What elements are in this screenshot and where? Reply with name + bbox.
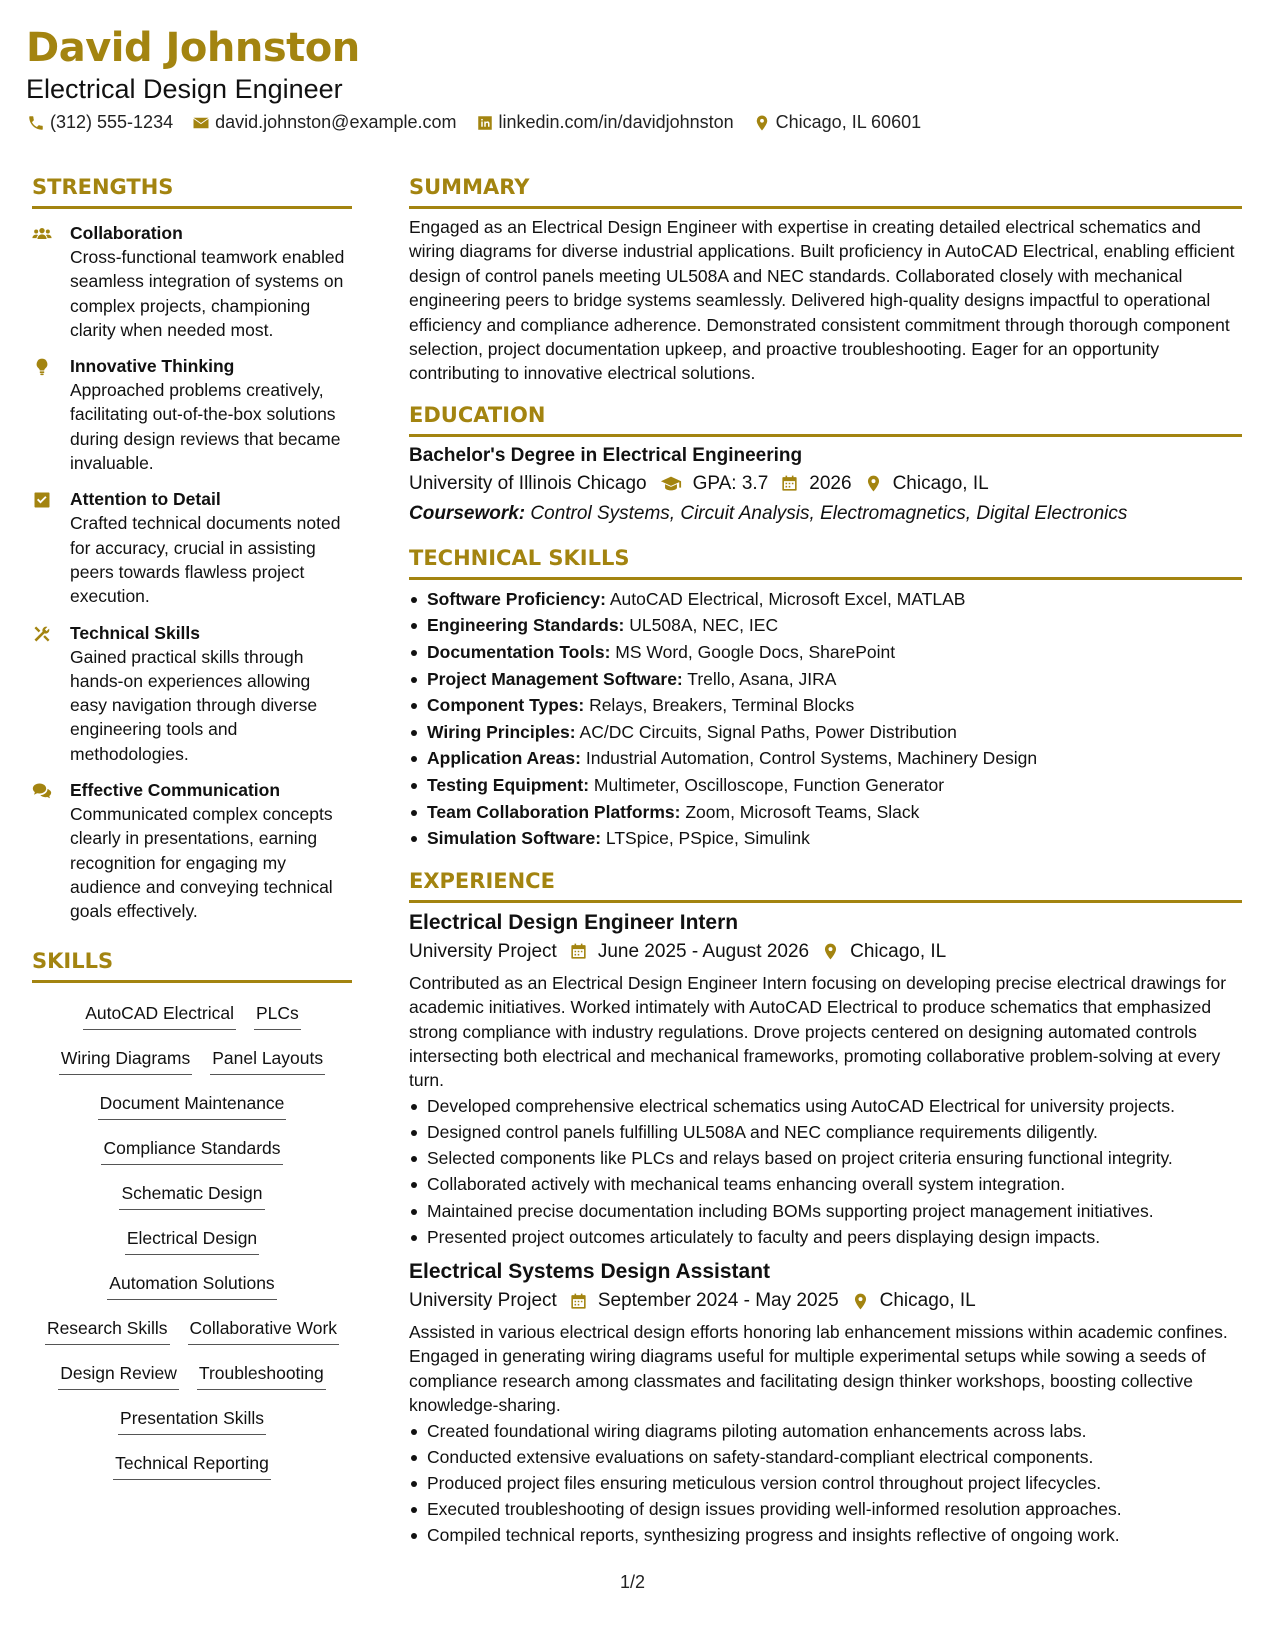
education-heading: EDUCATION xyxy=(409,400,1242,437)
skill-label: Documentation Tools: xyxy=(427,642,611,663)
skills-tag-list xyxy=(32,983,352,1496)
skill-value: Multimeter, Oscilloscope, Function Generator xyxy=(593,775,945,795)
job-meta xyxy=(409,1286,1242,1316)
experience-heading: EXPERIENCE xyxy=(409,866,1242,903)
list-item xyxy=(409,799,1242,826)
skill-tag: Electrical Design xyxy=(125,1226,259,1255)
calendar-icon xyxy=(780,474,799,493)
graduation-year: 2026 xyxy=(809,472,852,494)
skill-label: Component Types: xyxy=(427,695,585,716)
skill-tag: Automation Solutions xyxy=(107,1271,276,1300)
skill-label: Testing Equipment: xyxy=(427,775,590,795)
skill-value: UL508A, NEC, IEC xyxy=(629,615,779,636)
skill-tag: Compliance Standards xyxy=(101,1136,282,1165)
contact-row xyxy=(26,112,1246,133)
job-meta xyxy=(409,937,1242,967)
linkedin-text: linkedin.com/in/davidjohnston xyxy=(498,112,734,132)
skill-tag: Document Maintenance xyxy=(98,1091,287,1120)
skill-value: Relays, Breakers, Terminal Blocks xyxy=(589,695,855,716)
list-item xyxy=(409,612,1242,639)
contact-linkedin[interactable] xyxy=(475,112,734,133)
education-meta xyxy=(409,469,1242,499)
strength-item xyxy=(32,221,352,342)
contact-phone[interactable] xyxy=(26,112,173,133)
strength-description: Crafted technical documents noted for accuracy, crucial in assisting peers towards flawless project execution. xyxy=(70,513,341,607)
job-location: Chicago, IL xyxy=(879,1290,976,1312)
job-bullets xyxy=(409,1418,1242,1549)
comments-icon xyxy=(32,778,70,923)
skills-heading: SKILLS xyxy=(32,946,352,983)
job-title: Electrical Design Engineer Intern xyxy=(409,910,739,934)
skill-tag: Technical Reporting xyxy=(113,1451,271,1480)
list-item: Maintained precise documentation including BOMs supporting project management initiatives. xyxy=(409,1198,1242,1224)
resume-header xyxy=(26,22,1246,133)
job-organization: University Project xyxy=(409,940,557,962)
list-item: Presented project outcomes articulately to faculty and peers displaying design impacts. xyxy=(409,1224,1242,1250)
map-pin-icon xyxy=(864,474,883,493)
check-square-icon xyxy=(32,487,70,608)
list-item xyxy=(409,772,1242,799)
candidate-name: David Johnston xyxy=(26,25,360,71)
skill-value: Zoom, Microsoft Teams, Slack xyxy=(685,801,920,822)
technical-skills-heading: TECHNICAL SKILLS xyxy=(409,543,1242,580)
skill-label: Project Management Software: xyxy=(427,668,683,689)
coursework-list: Control Systems, Circuit Analysis, Electromagnetics, Digital Electronics xyxy=(530,502,1128,524)
skill-tag: Research Skills xyxy=(45,1316,170,1345)
list-item xyxy=(409,745,1242,772)
skill-tag: AutoCAD Electrical xyxy=(83,1001,236,1030)
strengths-heading: STRENGTHS xyxy=(32,172,352,209)
contact-email[interactable] xyxy=(191,112,456,133)
list-item: Created foundational wiring diagrams piloting automation enhancements across labs. xyxy=(409,1418,1242,1444)
strength-title: Effective Communication xyxy=(70,780,281,801)
skill-tag: Troubleshooting xyxy=(197,1361,326,1390)
email-text: david.johnston@example.com xyxy=(215,112,457,132)
school-location: Chicago, IL xyxy=(892,472,989,494)
calendar-icon xyxy=(569,1292,588,1311)
skill-value: AutoCAD Electrical, Microsoft Excel, MATLAB xyxy=(609,588,966,609)
job-description: Contributed as an Electrical Design Engineer Intern focusing on developing precise electrical drawings for academic initiatives. Worked intimately with AutoCAD Electrical to produce schematics that emphasized strong compliance with industry regulations. Drove projects centered on designing automated controls intersecting both electrical and mechanical frameworks, promoting collaborative problem-solving at every turn. xyxy=(409,972,1227,1091)
list-item xyxy=(409,639,1242,666)
phone-icon xyxy=(26,113,46,133)
job-title: Electrical Systems Design Assistant xyxy=(409,1260,771,1284)
skill-label: Simulation Software: xyxy=(427,828,602,849)
technical-skills-list xyxy=(409,586,1242,852)
phone-text: (312) 555-1234 xyxy=(50,112,174,132)
candidate-title: Electrical Design Engineer xyxy=(26,74,343,104)
job-entry xyxy=(409,1258,1242,1549)
list-item: Selected components like PLCs and relays based on project criteria ensuring functional integrity. xyxy=(409,1145,1242,1171)
strength-description: Approached problems creatively, facilitating out-of-the-box solutions during design reviews that became invaluable. xyxy=(70,380,341,474)
envelope-icon xyxy=(191,113,211,133)
summary-text: Engaged as an Electrical Design Engineer with expertise in creating detailed electrical schematics and wiring diagrams for diverse industrial applications. Built proficiency in AutoCAD Electrical, enabling efficient design of control panels meeting UL508A and NEC standards. Collaborated closely with mechanical engineering peers to bridge systems seamlessly. Delivered high-quality designs impactful to operational efficiency and compliance adherence. Demonstrated consistent commitment through thorough component selection, project documentation upkeep, and proactive troubleshooting. Eager for an opportunity contributing to innovative electrical solutions. xyxy=(409,217,1235,384)
list-item: Compiled technical reports, synthesizing progress and insights reflective of ongoing work. xyxy=(409,1522,1242,1548)
map-pin-icon xyxy=(752,113,772,133)
job-dates: June 2025 - August 2026 xyxy=(597,940,810,962)
skill-label: Wiring Principles: xyxy=(427,721,576,742)
skill-value: Industrial Automation, Control Systems, Machinery Design xyxy=(585,748,1038,769)
summary-heading: SUMMARY xyxy=(409,172,1242,209)
calendar-icon xyxy=(569,942,588,961)
strength-item xyxy=(32,354,352,475)
graduation-cap-icon xyxy=(659,473,683,495)
skill-label: Software Proficiency: xyxy=(427,588,606,609)
job-description: Assisted in various electrical design efforts honoring lab enhancement missions within academic confines. Engaged in generating wiring diagrams useful for multiple experimental setups while sowing a seeds of compliance research among classmates and facilitating design thinker workshops, boosting collective knowledge-sharing. xyxy=(409,1322,1228,1416)
skill-tag: Presentation Skills xyxy=(118,1406,266,1435)
skill-label: Engineering Standards: xyxy=(427,615,625,636)
school-name: University of Illinois Chicago xyxy=(409,472,647,494)
contact-location xyxy=(752,112,921,133)
list-item xyxy=(409,719,1242,746)
skill-value: Trello, Asana, JIRA xyxy=(687,668,837,689)
list-item: Conducted extensive evaluations on safety-standard-compliant electrical components. xyxy=(409,1444,1242,1470)
tools-icon xyxy=(32,621,70,766)
strength-item xyxy=(32,621,352,766)
job-entry xyxy=(409,909,1242,1250)
list-item xyxy=(409,825,1242,852)
map-pin-icon xyxy=(851,1292,870,1311)
strength-description: Communicated complex concepts clearly in presentations, earning recognition for engaging my audience and conveying technical goals effectively. xyxy=(70,804,333,922)
users-icon xyxy=(32,221,70,342)
job-location: Chicago, IL xyxy=(850,940,947,962)
list-item: Designed control panels fulfilling UL508A and NEC compliance requirements diligently. xyxy=(409,1119,1242,1145)
skill-tag: Panel Layouts xyxy=(210,1046,325,1075)
right-column xyxy=(409,172,1242,1549)
linkedin-icon xyxy=(475,113,495,133)
map-pin-icon xyxy=(821,942,840,961)
strength-title: Attention to Detail xyxy=(70,489,221,510)
lightbulb-icon xyxy=(32,354,70,475)
coursework-line xyxy=(409,499,1242,529)
gpa-text: GPA: 3.7 xyxy=(692,472,769,494)
list-item: Executed troubleshooting of design issues providing well-informed resolution approaches. xyxy=(409,1496,1242,1522)
strength-item xyxy=(32,778,352,923)
skill-value: MS Word, Google Docs, SharePoint xyxy=(615,642,896,663)
list-item xyxy=(409,692,1242,719)
education-section xyxy=(409,400,1242,529)
strength-title: Collaboration xyxy=(70,223,183,243)
skill-label: Application Areas: xyxy=(427,748,581,769)
list-item: Collaborated actively with mechanical teams enhancing overall system integration. xyxy=(409,1171,1242,1197)
page-number: 1/2 xyxy=(620,1572,646,1592)
skill-label: Team Collaboration Platforms: xyxy=(427,801,681,822)
skill-value: AC/DC Circuits, Signal Paths, Power Distribution xyxy=(579,721,957,742)
list-item xyxy=(409,666,1242,693)
strength-description: Cross-functional teamwork enabled seamless integration of systems on complex projects, championing clarity when needed most. xyxy=(70,247,345,340)
experience-section xyxy=(409,866,1242,1549)
skill-tag: PLCs xyxy=(254,1001,301,1030)
list-item: Produced project files ensuring meticulous version control throughout project lifecycles. xyxy=(409,1470,1242,1496)
list-item xyxy=(409,586,1242,613)
strength-description: Gained practical skills through hands-on experiences allowing easy navigation through diverse engineering tools and methodologies. xyxy=(70,646,318,764)
skill-tag: Wiring Diagrams xyxy=(59,1046,192,1075)
job-dates: September 2024 - May 2025 xyxy=(597,1290,839,1312)
skill-tag: Design Review xyxy=(58,1361,179,1390)
skill-tag: Schematic Design xyxy=(119,1181,264,1210)
strength-title: Technical Skills xyxy=(70,622,201,643)
degree-title: Bachelor's Degree in Electrical Engineering xyxy=(409,444,803,466)
skill-tag: Collaborative Work xyxy=(188,1316,340,1345)
technical-skills-section xyxy=(409,543,1242,852)
strength-title: Innovative Thinking xyxy=(70,356,235,377)
left-column xyxy=(32,172,352,1496)
strength-item xyxy=(32,487,352,608)
job-bullets xyxy=(409,1093,1242,1250)
job-organization: University Project xyxy=(409,1290,557,1312)
coursework-label: Coursework: xyxy=(409,502,526,524)
list-item: Developed comprehensive electrical schematics using AutoCAD Electrical for university projects. xyxy=(409,1093,1242,1119)
location-text: Chicago, IL 60601 xyxy=(775,112,922,132)
skill-value: LTSpice, PSpice, Simulink xyxy=(605,828,810,849)
